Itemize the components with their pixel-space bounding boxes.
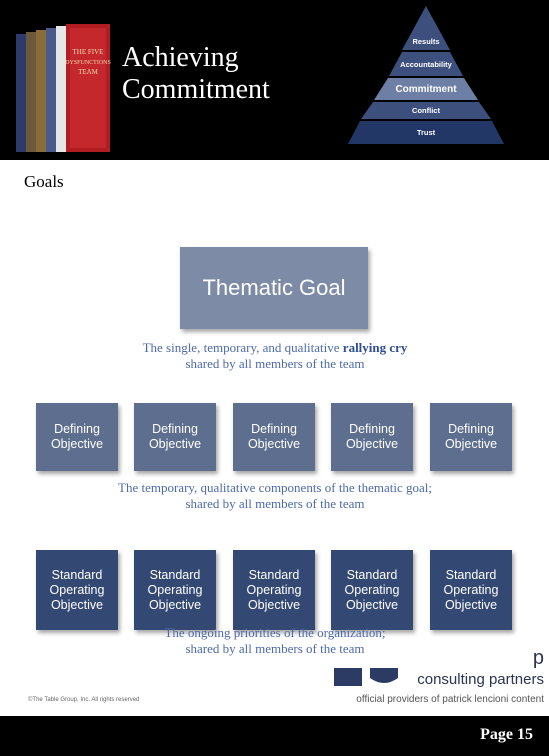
logo-brand: consulting partners xyxy=(417,671,544,688)
pyramid-label-conflict: Conflict xyxy=(412,106,440,115)
logo-tagline: official providers of patrick lencioni content xyxy=(356,694,544,705)
thematic-caption xyxy=(60,340,490,372)
standard-objective-box: Standard Operating Objective xyxy=(36,550,118,630)
defining-objective-box: Defining Objective xyxy=(233,403,315,471)
thematic-caption-line2: shared by all members of the team xyxy=(185,356,365,371)
svg-text:DYSFUNCTIONS: DYSFUNCTIONS xyxy=(65,60,111,66)
pyramid-label-commitment: Commitment xyxy=(395,84,457,95)
standard-caption-line2: shared by all members of the team xyxy=(185,641,365,656)
standard-caption-line1: The ongoing priorities of the organization; xyxy=(164,625,386,640)
logo-letter-p: p xyxy=(532,650,544,669)
defining-caption xyxy=(60,480,490,512)
consulting-partners-logo xyxy=(330,650,546,712)
defining-objective-box: Defining Objective xyxy=(36,403,118,471)
title-line-1: Achieving xyxy=(122,42,239,73)
section-heading: Goals xyxy=(24,172,64,191)
page-number: Page 15 xyxy=(480,726,533,743)
defining-caption-line2: shared by all members of the team xyxy=(185,496,365,511)
standard-objective-box: Standard Operating Objective xyxy=(331,550,413,630)
svg-text:THE FIVE: THE FIVE xyxy=(72,48,104,56)
logo-mark-left xyxy=(334,668,362,686)
slide-title xyxy=(122,42,270,106)
logo-mark-right xyxy=(370,668,398,683)
slide-footer xyxy=(0,716,549,756)
defining-objective-box: Defining Objective xyxy=(331,403,413,471)
standard-objective-box: Standard Operating Objective xyxy=(233,550,315,630)
pyramid-label-trust: Trust xyxy=(416,128,436,137)
standard-objective-box: Standard Operating Objective xyxy=(430,550,512,630)
book-set-image xyxy=(14,24,114,154)
defining-objective-box: Defining Objective xyxy=(134,403,216,471)
defining-objective-box: Defining Objective xyxy=(430,403,512,471)
thematic-goal-box: Thematic Goal xyxy=(180,247,368,329)
five-dysfunctions-pyramid xyxy=(346,6,506,146)
pyramid-label-accountability: Accountability xyxy=(400,60,452,69)
svg-text:TEAM: TEAM xyxy=(78,68,98,76)
copyright-notice: ©The Table Group, Inc. All rights reserved xyxy=(28,697,140,703)
slide-header xyxy=(0,0,549,160)
defining-caption-line1: The temporary, qualitative components of the thematic goal; xyxy=(118,480,432,495)
thematic-caption-text: The single, temporary, and qualitative xyxy=(142,340,343,355)
pyramid-label-results: Results xyxy=(412,37,440,46)
title-line-2: Commitment xyxy=(122,74,270,105)
slide-content xyxy=(0,160,549,716)
thematic-caption-emphasis: rallying cry xyxy=(342,340,408,355)
standard-objective-box: Standard Operating Objective xyxy=(134,550,216,630)
